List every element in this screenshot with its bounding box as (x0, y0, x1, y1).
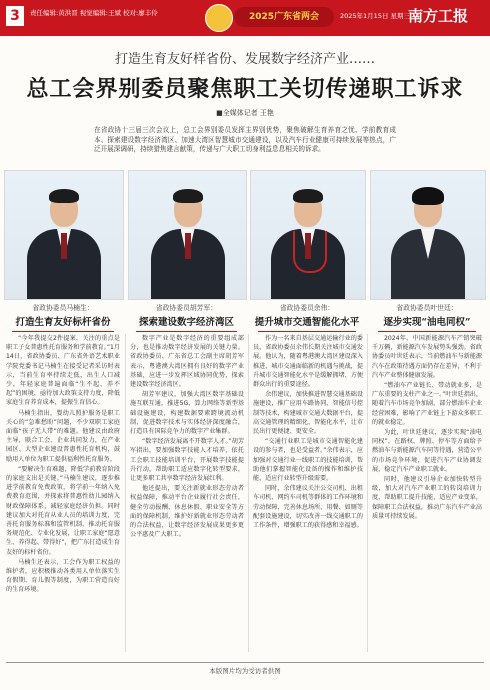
portrait-photo-2 (128, 170, 247, 300)
portrait-photo-1 (4, 170, 124, 300)
paragraph: 同时，他建议引导企业加快转型升级，加大对汽车产业职工的转岗培训力度，帮助职工提升技能、适应产业变革，保障职工合法权益，推动广东汽车产业高质量可持续发展。 (372, 476, 482, 520)
paragraph: 他还提出，要关注新就业形态劳动者权益保障，推动平台企业履行社会责任，健全劳动报酬、休息休假、职业安全等方面的保障机制，维护好新就业形态劳动者的合法权益，让数字经济发展成果更多更公平惠及广大职工。 (130, 485, 244, 539)
caption-2 (128, 302, 245, 332)
article-column-4 (372, 334, 482, 654)
portrait-photo-4 (370, 170, 486, 300)
paragraph: 为此，叶世廷建议，逐步实现“油电同权”，在路权、牌照、停车等方面给予燃油车与新能源汽车同等待遇，营造公平的市场竞争环境，促进汽车产业协调发展，稳定汽车产业职工就业。 (372, 429, 482, 473)
paragraph: 同时，余伟建议关注公交司机、出租车司机、网约车司机等群体的工作环境和劳动保障，完善休息场所、用餐、如厕等配套设施建设，切实改善一线交通职工的工作条件，增强职工的获得感和幸福感。 (253, 485, 363, 530)
column-divider (125, 334, 126, 652)
newspaper-logo: 南方工报 (408, 7, 469, 25)
editor-credits: 责任编辑:黄洪晋 视觉编辑:王斌 校对:廖丰伶 (30, 9, 158, 17)
caption-name: 省政协委员叶世廷： (396, 304, 458, 312)
portrait-photo-3 (250, 170, 366, 300)
paragraph: “今年我提交2件提案，关注的重点是职工子女普惠性托育服务和学前教育。”1月14日，省政协委员、广东省外语艺术职业学院党委书记马楠生在接受记者采访时表示，当前生育率持续走低，出生人口减少，年轻家庭普遍面临“生不起、养不起”的困境，亟待加大政策支持力度，降低家庭生育养育成本，提振生育信心。 (6, 335, 120, 407)
paragraph: “燃油车产业链长、带动就业多，是广东重要的支柱产业之一。”叶世廷指出，随着汽车市场竞争加剧，部分燃油车企业经营困难，影响了产业链上下游众多职工的就业稳定。 (372, 382, 482, 426)
paragraph: “要解决生育难题，降低学前教育阶段的家庭支出是关键。”马楠生建议，逐步推进学前教育免费政策，将学前一年纳入免费教育范围，并探索将普惠性幼儿园纳入财政保障体系，减轻家庭经济负担。同时建议加大对托育从业人员的培训力度，完善托育服务标准和监管机制，推动托育服务规范化、专业化发展，让职工家庭“愿意生、养得起、带得好”，把广东打造成生育友好的标杆省份。 (6, 465, 120, 556)
paragraph: 余伟建议，加快推进智慧交通基础设施建设，推广应用车路协同、智能信号控制等技术，构建城市交通大数据平台，提高交通管理的精细化、智能化水平，让市民出行更便捷、更安全。 (253, 391, 363, 436)
article-column-3 (253, 334, 363, 654)
paragraph: 作为一名来自基层交通运输行业的委员，省政协委员余伟长期关注城市交通发展。他认为，随着粤港澳大湾区建设深入推进，城市交通面临新的机遇与挑战，提升城市交通智能化水平是缓解拥堵、方便群众出行的重要途径。 (253, 335, 363, 389)
caption-topic: 探索建设数字经济湾区 (138, 317, 234, 328)
article-column-2 (130, 334, 244, 654)
caption-4 (370, 302, 484, 332)
caption-3 (250, 302, 364, 332)
headline: 总工会界别委员聚焦职工关切传递职工诉求 (26, 76, 464, 102)
section-banner: 2025广东省两会 (234, 7, 334, 27)
lead-paragraph: 在省政协十三届三次会议上，总工会界别委员发挥主界别优势，聚焦破解生育养育之忧、学前教育成本、探索建设数字经济湾区、加速大湾区智慧城市交通建设，以及汽车行业健康可持续发展等热点，广泛开展深调研，持续猎焦建言献策，传递与广大职工切身利益息息相关的诉求。 (94, 126, 396, 153)
paragraph: 马楠生指出，婴幼儿照护服务是职工关心的“急难愁盼”问题，不少双职工家庭面临“孩子无人带”的难题。他建议由政府主导，联合工会、企业共同发力，在产业园区、大型企业建设普惠性托育机构，鼓励用人单位为职工提供福利性托育服务。 (6, 409, 120, 463)
issue-date: 2025年1月15日 星期三 (340, 12, 411, 20)
caption-name: 省政协委员余伟： (279, 304, 335, 312)
footer-rule (6, 662, 484, 663)
emblem-icon (205, 4, 233, 32)
column-divider (367, 334, 368, 652)
caption-topic: 提升城市交通智能化水平 (254, 317, 360, 328)
paragraph: “交通行业职工是城市交通智能化建设的参与者，也是受益者。”余伟表示，应加强对交通行业一线职工的技能培训，帮助他们掌握智能化设备的操作和维护技能，适应行业转型升级需要。 (253, 438, 363, 483)
byline: ■全媒体记者 王艳 (216, 109, 274, 117)
page-header (0, 0, 490, 36)
caption-name: 省政协委员马楠生： (32, 304, 94, 312)
paragraph: “数字经济发展离不开数字人才。”胡芳军指出，要加强数字技能人才培养，依托工会职工技能培训平台，开展数字技能提升行动，帮助职工适应数字化转型要求，让更多职工共享数字经济发展红利。 (130, 438, 244, 483)
caption-1 (4, 302, 122, 332)
caption-topic: 打造生育友好标杆省份 (15, 317, 111, 328)
page-number: 3 (6, 6, 24, 26)
paragraph: 数字产业是数字经济的重要组成部分，也是推动数字经济发展的关键力量。省政协委员、广东省总工会副主席胡芳军表示，粤港澳大湾区拥有良好的数字产业基础，应进一步发挥区域协同优势，探索建设数字经济湾区。 (130, 335, 244, 389)
caption-name: 省政协委员胡芳军： (155, 304, 218, 312)
column-divider (248, 334, 249, 652)
kicker-title: 打造生育友好样省份、发展数字经济产业…… (114, 52, 375, 67)
paragraph: 胡芳军建议，加强大湾区数字基础设施互联互通，推进5G、算力网络等新型基础设施建设，构建数据要素跨境流动机制，促进数字技术与实体经济深度融合，打造具有国际竞争力的数字产业集群。 (130, 391, 244, 436)
article-column-1 (6, 334, 120, 654)
caption-topic: 逐步实现“油电同权” (383, 317, 471, 328)
photo-credit-footer: 本版图片均为受访者供图 (209, 667, 281, 675)
paragraph: 2024年，中国新能源汽车产销突破千万辆，新能源汽车发展势头强劲。省政协委员叶世廷表示，当前燃油车与新能源汽车在政策待遇方面仍存在差异，不利于汽车产业整体健康发展。 (372, 335, 482, 379)
paragraph: 马楠生还表示，工会作为职工权益的维护者，应积极推动各类用人单位落实生育假期、育儿假等制度，为职工营造良好的生育环境。 (6, 558, 120, 594)
